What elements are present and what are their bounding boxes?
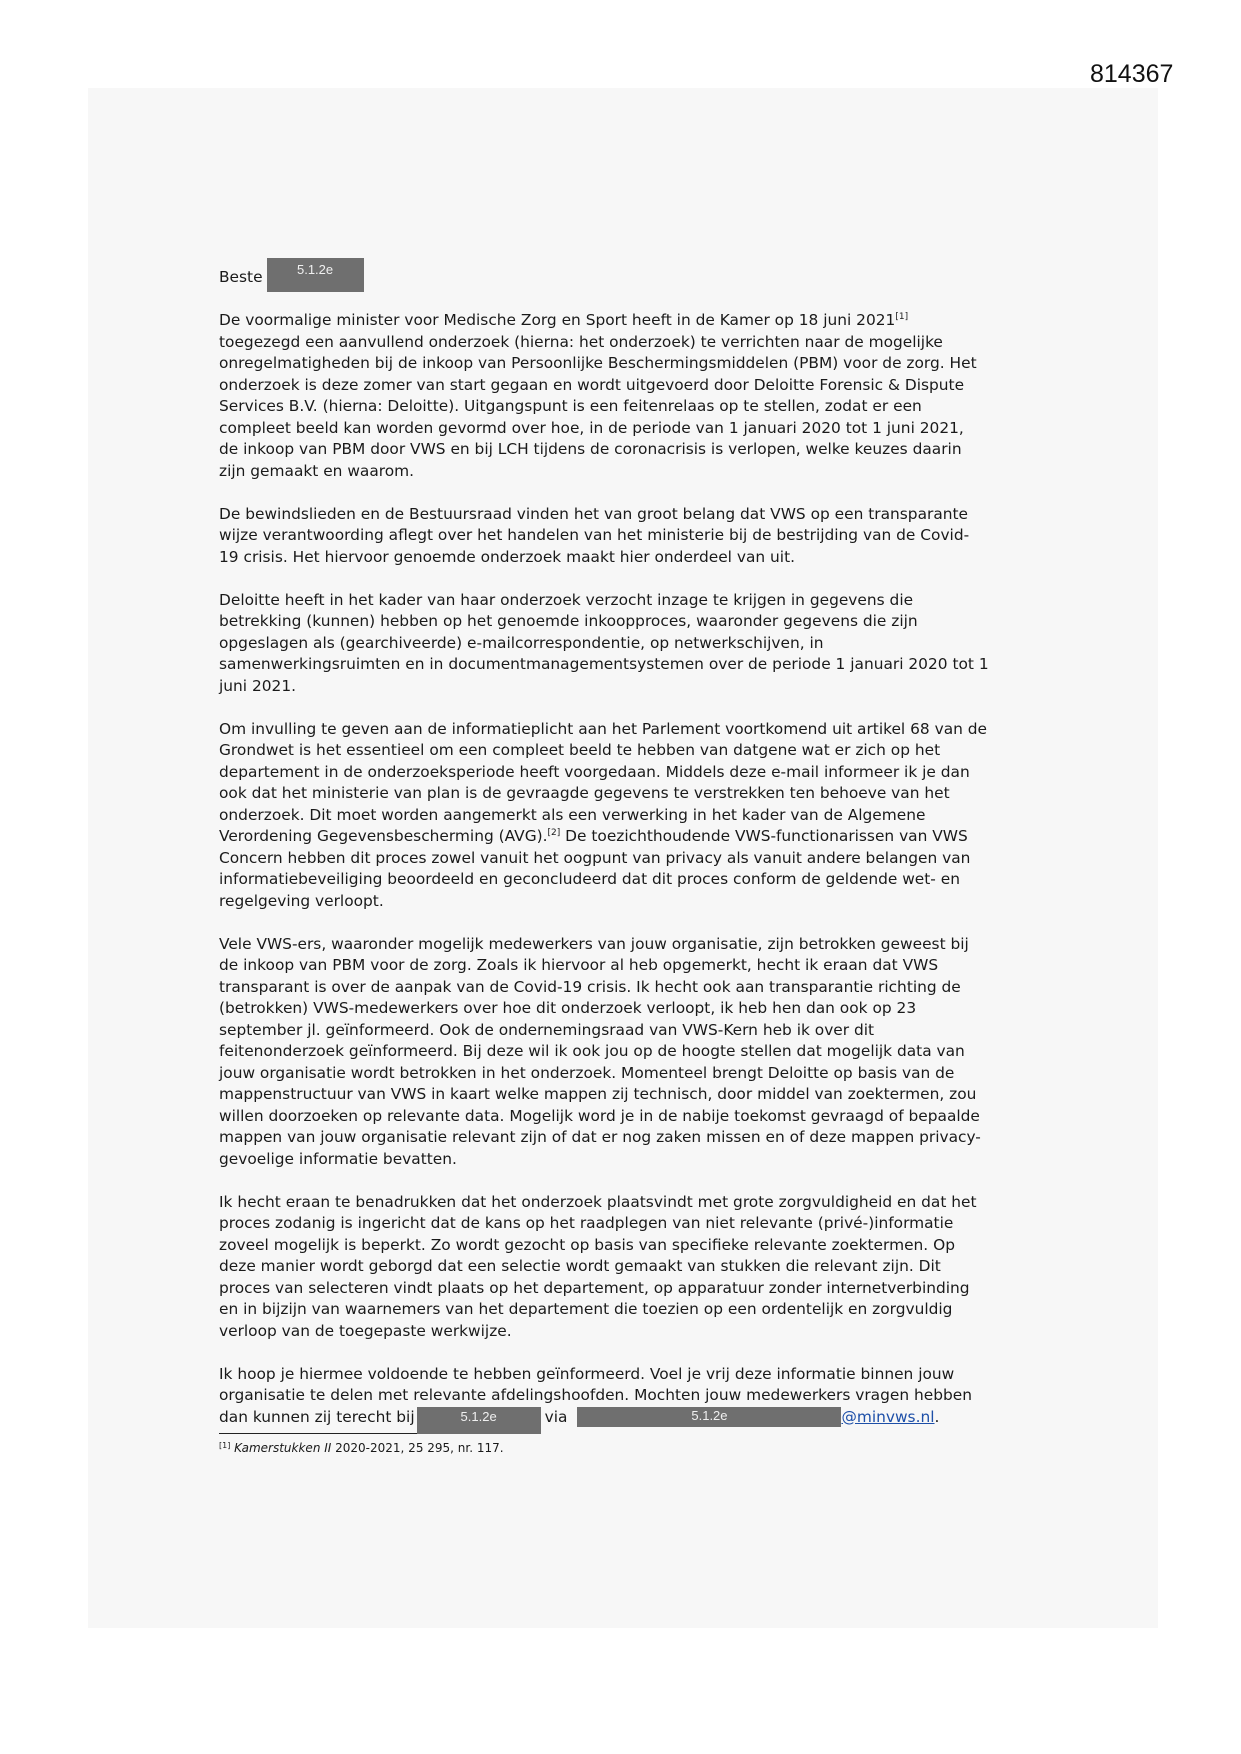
document-number: 814367 xyxy=(1090,60,1174,88)
text-line: mappen van jouw organisatie relevant zijn of dat er nog zaken missen en of deze mappen privacy- xyxy=(219,1128,981,1146)
footnote-marker: [1] xyxy=(219,1440,231,1450)
text-line: onderzoek. Dit moet worden aangemerkt als een verwerking in het kader van de Algemene xyxy=(219,805,926,824)
text-line: De voormalige minister voor Medische Zorg en Sport heeft in de Kamer op 18 juni 2021[1] xyxy=(219,311,909,329)
text-line: zoveel mogelijk is beperkt. Zo wordt gezocht op basis van specifieke relevante zoektermen. Op xyxy=(219,1235,955,1254)
footnote-source-detail: 2020-2021, 25 295, nr. 117. xyxy=(331,1440,504,1455)
text-line: wijze verantwoording aflegt over het handelen van het ministerie bij de bestrijding van de Covid- xyxy=(219,526,970,544)
text-line: deze manier wordt geborgd dat een selectie wordt gemaakt van stukken die relevant zijn. Dit xyxy=(219,1257,941,1275)
text-line: (betrokken) VWS-medewerkers over hoe dit onderzoek verloopt, ik heb hen dan ook op 23 xyxy=(219,999,917,1017)
text-line: onderzoek is deze zomer van start gegaan en wordt uitgevoerd door Deloitte Forensic & Dispute xyxy=(219,375,965,394)
footnote-reference: [1] xyxy=(895,312,909,322)
text-line: de inkoop van PBM voor de zorg. Zoals ik hiervoor al heb opgemerkt, hecht ik eraan dat VWS xyxy=(219,956,939,974)
text-line: compleet beeld kan worden gevormd over hoe, in de periode van 1 januari 2020 tot 1 juni 2021, xyxy=(219,418,964,437)
text-line: departement in de onderzoeksperiode heeft voorgedaan. Middels deze e-mail informeer ik je dan xyxy=(219,762,970,781)
text-line: samenwerkingsruimten en in documentmanagementsystemen over de periode 1 januari 2020 tot 1 xyxy=(219,655,989,673)
text-line: zijn gemaakt en waarom. xyxy=(219,461,415,480)
text-line: regelgeving verloopt. xyxy=(219,891,384,910)
text-line: Ik hoop je hiermee voldoende te hebben geïnformeerd. Voel je vrij deze informatie binnen jouw xyxy=(219,1364,955,1383)
contact-suffix: . xyxy=(934,1407,940,1426)
text-line: ook dat het ministerie van plan is de gevraagde gegevens te verstrekken ten behoeve van het xyxy=(219,784,950,802)
text-line: onregelmatigheden bij de inkoop van Persoonlijke Beschermingsmiddelen (PBM) voor de zorg. Het xyxy=(219,354,977,372)
text-line: proces van selecteren vindt plaats op het departement, op apparatuur zonder internetverbinding xyxy=(219,1278,970,1297)
footnote-reference: [2] xyxy=(547,828,561,838)
paragraph-7 xyxy=(219,1364,1039,1433)
text-line: en in bijzijn van waarnemers van het departement die toezien op een ordentelijk en zorgvuldig xyxy=(219,1300,953,1318)
salutation xyxy=(219,258,1039,292)
salutation-word: Beste xyxy=(219,267,263,286)
paragraph-1 xyxy=(219,310,1039,482)
text-line: Deloitte heeft in het kader van haar onderzoek verzocht inzage te krijgen in gegevens die xyxy=(219,590,914,609)
text-line: Vele VWS-ers, waaronder mogelijk medewerkers van jouw organisatie, zijn betrokken geweest bij xyxy=(219,934,969,953)
text-line: toegezegd een aanvullend onderzoek (hierna: het onderzoek) te verrichten naar de mogelijke xyxy=(219,332,943,351)
text-line: Services B.V. (hierna: Deloitte). Uitgangspunt is een feitenrelaas op te stellen, zodat er een xyxy=(219,397,922,415)
contact-via: via xyxy=(544,1407,568,1426)
footnote-source-title: Kamerstukken II xyxy=(234,1440,332,1455)
paragraph-6 xyxy=(219,1192,1039,1343)
contact-prefix: dan kunnen zij terecht bij xyxy=(219,1407,415,1426)
text-line: De bewindslieden en de Bestuursraad vinden het van groot belang dat VWS op een transparante xyxy=(219,504,969,523)
text-line: de inkoop van PBM door VWS en bij LCH tijdens de coronacrisis is verlopen, welke keuzes daarin xyxy=(219,440,962,458)
text-line: juni 2021. xyxy=(219,676,297,695)
text-line: betrekking (kunnen) hebben op het genoemde inkoopproces, waaronder gegevens die zijn xyxy=(219,612,918,630)
redaction-block: 5.1.2e xyxy=(417,1407,541,1434)
contact-line xyxy=(219,1407,1039,1433)
text-line: mappenstructuur van VWS in kaart welke mappen zij technisch, door middel van zoektermen, zou xyxy=(219,1085,977,1103)
text-line: jouw organisatie wordt betrokken in het onderzoek. Momenteel brengt Deloitte op basis van de xyxy=(219,1063,955,1082)
letter-body xyxy=(219,258,1039,1457)
text-line: organisatie te delen met relevante afdelingshoofden. Mochten jouw medewerkers vragen hebben xyxy=(219,1386,972,1404)
text-line: Concern hebben dit proces zowel vanuit het oogpunt van privacy als vanuit andere belangen van xyxy=(219,848,971,867)
text-line: september jl. geïnformeerd. Ook de ondernemingsraad van VWS-Kern heb ik over dit xyxy=(219,1020,875,1039)
text-line: Om invulling te geven aan de informatieplicht aan het Parlement voortkomend uit artikel 68 van de xyxy=(219,719,988,738)
redaction-block: 5.1.2e xyxy=(577,1407,841,1427)
text-line: Verordening Gegevensbescherming (AVG).[2] De toezichthoudende VWS-functionarissen van VWS xyxy=(219,827,968,845)
text-line: informatiebeveiliging beoordeeld en geconcludeerd dat dit proces conform de geldende wet- en xyxy=(219,870,960,888)
footnote xyxy=(219,1437,1039,1457)
text-line: Grondwet is het essentieel om een compleet beeld te hebben van datgene wat er zich op het xyxy=(219,741,941,759)
text-line: opgeslagen als (gearchiveerde) e-mailcorrespondentie, op netwerkschijven, in xyxy=(219,633,824,652)
text-line: gevoelige informatie bevatten. xyxy=(219,1149,457,1168)
text-line: 19 crisis. Het hiervoor genoemde onderzoek maakt hier onderdeel van uit. xyxy=(219,547,795,566)
text-line: willen doorzoeken op relevante data. Mogelijk word je in de nabije toekomst gevraagd of bepaalde xyxy=(219,1106,980,1125)
text-line: proces zodanig is ingericht dat de kans op het raadplegen van niet relevante (privé-)informatie xyxy=(219,1214,954,1232)
text-line: transparant is over de aanpak van de Covid-19 crisis. Ik hecht ook aan transparantie richting de xyxy=(219,977,961,996)
text-line: verloop van de toegepaste werkwijze. xyxy=(219,1321,512,1340)
redaction-block: 5.1.2e xyxy=(267,258,364,292)
paragraph-2 xyxy=(219,504,1039,569)
email-link[interactable]: @minvws.nl xyxy=(841,1407,935,1426)
text-line: Ik hecht eraan te benadrukken dat het onderzoek plaatsvindt met grote zorgvuldigheid en dat het xyxy=(219,1192,977,1211)
paragraph-4 xyxy=(219,719,1039,913)
text-line: feitenonderzoek geïnformeerd. Bij deze wil ik ook jou op de hoogte stellen dat mogelijk data van xyxy=(219,1042,965,1060)
paragraph-3 xyxy=(219,590,1039,698)
paragraph-5 xyxy=(219,934,1039,1171)
